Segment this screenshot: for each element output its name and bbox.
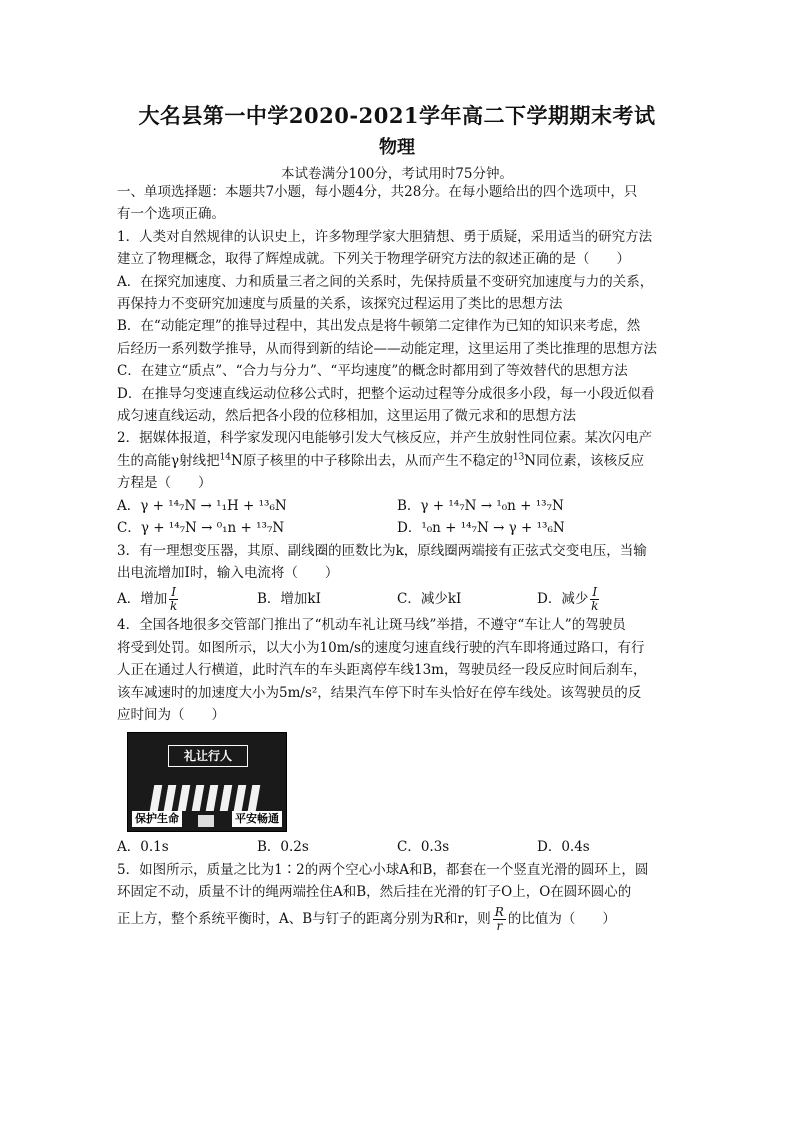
q1-option-d-line-2: 成匀速直线运动，然后把各小段的位移相加，这里运用了微元求和的思想方法 (117, 408, 576, 425)
q5-stem-part-b: 的比值为（ ） (507, 910, 616, 927)
i-over-k-fraction (169, 586, 178, 613)
q4-stem-line-4: 该车减速时的加速度大小为5m/s²，结果汽车停下时车头恰好在停车线处。该驾驶员的反 (117, 684, 642, 701)
q2-option-b: B．γ + ¹⁴₇N → ¹₀n + ¹³₇N (397, 497, 564, 514)
q1-option-a-line-1: A．在探究加速度、力和质量三者之间的关系时，先保持质量不变研究加速度与力的关系， (117, 273, 654, 290)
crosswalk-stripe (206, 785, 219, 811)
crosswalk-figure (127, 732, 287, 832)
q2-options-row-1 (117, 495, 677, 517)
figure-sign-right: 平安畅通 (232, 811, 282, 827)
q2-option-c: C．γ + ¹⁴₇N → ⁰₁n + ¹³₇N (117, 520, 285, 537)
q4-option-b: B．0.2s (257, 839, 309, 856)
crosswalk-stripe (150, 785, 163, 811)
fraction-denominator: r (496, 918, 503, 933)
q4-stem-line-5: 应时间为（ ） (117, 706, 225, 723)
q1-option-d-line-1: D．在推导匀变速直线运动位移公式时，把整个运动过程等分成很多小段，每一小段近似看 (117, 385, 655, 402)
q3-option-d (537, 586, 677, 613)
section-heading-line-1: 一、单项选择题：本题共7小题，每小题4分，共28分。在每小题给出的四个选项中，只 (117, 184, 638, 200)
q1-option-b-line-1: B．在“动能定理”的推导过程中，其出发点是将牛顿第二定律作为已知的知识来考虑，然 (117, 318, 641, 335)
fraction-numerator: I (592, 584, 598, 599)
q5-stem-line-3 (117, 904, 677, 934)
q3-option-c: C．减少kI (397, 591, 462, 608)
fraction-denominator: k (169, 598, 178, 613)
crosswalk-stripe (192, 785, 205, 811)
figure-sign-top: 礼让行人 (168, 745, 248, 767)
exam-title: 大名县第一中学2020-2021学年高二下学期期末考试 (138, 103, 656, 128)
q2-stem-line-1: 2．据媒体报道，科学家发现闪电能够引发大气核反应，并产生放射性同位素。某次闪电产 (117, 430, 653, 447)
q3-option-b: B．增加kI (257, 591, 321, 608)
q2-options-row-2 (117, 517, 677, 539)
q1-option-b-line-2: 后经历一系列数学推导，从而得到新的结论——动能定理，这里运用了类比推理的思想方法 (117, 340, 657, 357)
q4-option-d: D．0.4s (537, 839, 590, 856)
q4-stem-line-2: 将受到处罚。如图所示，以大小为10m/s的速度匀速直线行驶的汽车即将通过路口，有行 (117, 639, 645, 656)
q2-stem-line-2 (117, 450, 677, 472)
exam-info: 本试卷满分100分，考试用时75分钟。 (281, 166, 513, 182)
question-5 (117, 859, 677, 934)
i-over-k-fraction (590, 586, 599, 613)
question-1 (117, 226, 677, 428)
q4-option-c: C．0.3s (397, 839, 450, 856)
q1-option-c: C．在建立“质点”、“合力与分力”、“平均速度”的概念时都用到了等效替代的思想方法 (117, 363, 628, 380)
question-2 (117, 427, 677, 539)
q2-option-d: D．¹₀n + ¹⁴₇N → γ + ¹³₆N (397, 520, 565, 537)
crosswalk-stripe (164, 785, 177, 811)
crosswalk-stripe (248, 785, 261, 811)
n14-mass-number: 14 (219, 452, 232, 463)
q2-option-a: A．γ + ¹⁴₇N → ¹₁H + ¹³₆N (117, 497, 287, 514)
crosswalk-stripe (178, 785, 191, 811)
fraction-numerator: I (171, 584, 176, 599)
q4-stem-line-3: 人正在通过人行横道，此时汽车的车头距离停车线13m，驾驶员经一段反应时间后刹车， (117, 662, 647, 679)
q3-stem-line-1: 3．有一理想变压器，其原、副线圈的匝数比为k，原线圈两端接有正弦式交变电压，当输 (117, 542, 647, 559)
q2-stem-part-b: N原子核里的中子移除出去，从而产生不稳定的 (231, 452, 513, 469)
q5-stem-line-1: 5．如图所示，质量之比为1∶2的两个空心小球A和B，都套在一个竖直光滑的圆环上，圆 (117, 861, 649, 878)
q2-stem-part-c: N同位素，该核反应 (524, 452, 645, 469)
car-shape (198, 815, 214, 827)
q4-option-a: A．0.1s (117, 839, 169, 856)
q1-stem-line-2: 建立了物理概念，取得了辉煌成就。下列关于物理学研究方法的叙述正确的是（ ） (117, 251, 630, 268)
crosswalk-stripe (220, 785, 233, 811)
q4-options (117, 836, 677, 858)
q3-option-d-label: D．减少 (537, 590, 589, 607)
fraction-numerator: R (494, 904, 504, 919)
q1-stem-line-1: 1．人类对自然规律的认识史上，许多物理学家大胆猜想、勇于质疑，采用适当的研究方法 (117, 228, 653, 245)
q2-stem-part-a: 生的高能γ射线把 (117, 452, 220, 469)
r-over-r-fraction (493, 906, 506, 933)
q3-option-a (117, 586, 257, 613)
exam-subject: 物理 (379, 137, 415, 158)
q3-options (117, 584, 677, 614)
question-4 (117, 614, 677, 858)
figure-sign-left: 保护生命 (132, 811, 182, 827)
crosswalk-stripe (234, 785, 247, 811)
q1-option-a-line-2: 再保持力不变研究加速度与质量的关系，该探究过程运用了类比的思想方法 (117, 296, 563, 313)
n13-mass-number: 13 (512, 452, 525, 463)
question-3 (117, 540, 677, 615)
exam-content (117, 181, 677, 934)
q5-stem-line-2: 环固定不动，质量不计的绳两端拴住A和B，然后挂在光滑的钉子O上，O在圆环圆心的 (117, 884, 632, 901)
q5-stem-part-a: 正上方，整个系统平衡时，A、B与钉子的距离分别为R和r，则 (117, 910, 491, 927)
q4-stem-line-1: 4．全国各地很多交管部门推出了“机动车礼让斑马线”举措，不遵守“车让人”的驾驶员 (117, 617, 626, 634)
fraction-denominator: k (591, 598, 599, 613)
q2-stem-line-3: 方程是（ ） (117, 475, 212, 492)
section-heading-line-2: 有一个选项正确。 (117, 206, 225, 223)
q3-stem-line-2: 出电流增加I时，输入电流将（ ） (117, 564, 339, 581)
q3-option-a-label: A．增加 (117, 590, 168, 607)
